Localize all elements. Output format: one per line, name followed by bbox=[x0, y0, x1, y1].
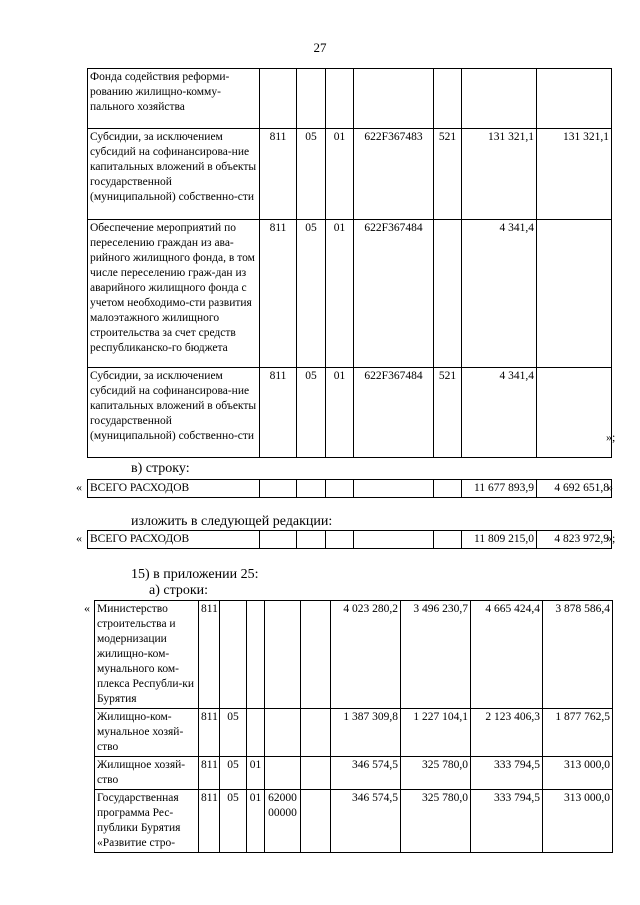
subsection-code: 01 bbox=[326, 368, 354, 458]
open-quote-new: « bbox=[76, 531, 82, 545]
sum-3: 4 665 424,4 bbox=[471, 601, 543, 709]
dept-code: 811 bbox=[260, 368, 297, 458]
dept-code: 811 bbox=[260, 129, 297, 220]
total-sum-1: 11 677 893,9 bbox=[462, 480, 537, 498]
target-article-code bbox=[354, 69, 434, 129]
total-row-old bbox=[87, 479, 612, 498]
row-name: Государственная программа Рес-публики Бурятия «Развитие стро- bbox=[95, 790, 199, 853]
target-article-code: 622F367483 bbox=[354, 129, 434, 220]
sum-1: 1 387 309,8 bbox=[331, 709, 401, 757]
dept-code bbox=[260, 69, 297, 129]
section-code: 05 bbox=[297, 129, 326, 220]
section-code: 05 bbox=[220, 790, 247, 853]
close-quote-new: »; bbox=[606, 531, 616, 545]
subsection-code bbox=[247, 709, 265, 757]
sum-1: 346 574,5 bbox=[331, 757, 401, 790]
sum-1 bbox=[462, 69, 537, 129]
total-row-new bbox=[87, 530, 612, 549]
total-label: ВСЕГО РАСХОДОВ bbox=[88, 480, 260, 498]
closing-quote: »; bbox=[606, 430, 616, 444]
sum-3: 2 123 406,3 bbox=[471, 709, 543, 757]
sum-3: 333 794,5 bbox=[471, 757, 543, 790]
table-row bbox=[88, 220, 612, 368]
expenditure-table-continued bbox=[87, 68, 612, 458]
sum-2 bbox=[537, 220, 612, 368]
section-code: 05 bbox=[220, 757, 247, 790]
expense-type-code bbox=[434, 69, 462, 129]
close-quote-old: » bbox=[607, 480, 613, 494]
subpoint-a: а) строки: bbox=[149, 583, 209, 598]
subsection-code: 01 bbox=[326, 220, 354, 368]
table-row bbox=[88, 129, 612, 220]
dept-code: 811 bbox=[199, 601, 220, 709]
table-row bbox=[88, 69, 612, 129]
sum-1: 346 574,5 bbox=[331, 790, 401, 853]
dept-code: 811 bbox=[260, 220, 297, 368]
row-name: Фонда содействия реформи-рованию жилищно-комму-пального хозяйства bbox=[88, 69, 260, 129]
dept-code: 811 bbox=[199, 709, 220, 757]
section-code: 05 bbox=[297, 220, 326, 368]
replace-instruction: изложить в следующей редакции: bbox=[131, 514, 333, 529]
subsection-code bbox=[247, 601, 265, 709]
subsection-code: 01 bbox=[247, 790, 265, 853]
section-code: 05 bbox=[297, 368, 326, 458]
section-code: 05 bbox=[220, 709, 247, 757]
row-name: Субсидии, за исключением субсидий на софинансирова-ние капитальных вложений в объекты государственной (муниципальной) собственно-сти bbox=[88, 368, 260, 458]
target-article-code: 622F367484 bbox=[354, 368, 434, 458]
table-row bbox=[95, 601, 613, 709]
subsection-code: 01 bbox=[247, 757, 265, 790]
row-name: Жилищно-ком-мунальное хозяй-ство bbox=[95, 709, 199, 757]
sum-2 bbox=[537, 368, 612, 458]
target-article-code: 622F367484 bbox=[354, 220, 434, 368]
total-sum-2: 4 823 972,9 bbox=[537, 531, 612, 549]
table-row bbox=[95, 790, 613, 853]
sum-2: 325 780,0 bbox=[401, 757, 471, 790]
sum-2 bbox=[537, 69, 612, 129]
item-15: 15) в приложении 25: bbox=[131, 567, 259, 582]
subsection-code: 01 bbox=[326, 129, 354, 220]
section-code bbox=[220, 601, 247, 709]
table-row bbox=[88, 368, 612, 458]
sum-4: 3 878 586,4 bbox=[543, 601, 613, 709]
open-quote-table2: « bbox=[84, 601, 90, 615]
expense-type-code bbox=[301, 709, 331, 757]
expense-type-code bbox=[301, 601, 331, 709]
sum-4: 313 000,0 bbox=[543, 757, 613, 790]
expense-type-code bbox=[434, 220, 462, 368]
sum-1: 4 023 280,2 bbox=[331, 601, 401, 709]
sum-4: 313 000,0 bbox=[543, 790, 613, 853]
sum-2: 3 496 230,7 bbox=[401, 601, 471, 709]
expense-type-code: 521 bbox=[434, 368, 462, 458]
page-number: 27 bbox=[313, 40, 327, 55]
target-article-code bbox=[265, 757, 301, 790]
row-name: Субсидии, за исключением субсидий на софинансирова-ние капитальных вложений в объекты государственной (муниципальной) собственно-сти bbox=[88, 129, 260, 220]
total-sum-2: 4 692 651,8 bbox=[537, 480, 612, 498]
subpoint-v: в) строку: bbox=[131, 461, 190, 476]
sum-1: 131 321,1 bbox=[462, 129, 537, 220]
appendix-25-table bbox=[94, 600, 613, 853]
sum-1: 4 341,4 bbox=[462, 220, 537, 368]
subsection-code bbox=[326, 69, 354, 129]
sum-2: 1 227 104,1 bbox=[401, 709, 471, 757]
open-quote-old: « bbox=[76, 480, 82, 494]
total-sum-1: 11 809 215,0 bbox=[462, 531, 537, 549]
target-article-code bbox=[265, 601, 301, 709]
target-article-code bbox=[265, 709, 301, 757]
dept-code: 811 bbox=[199, 790, 220, 853]
target-article-code: 62000 00000 bbox=[265, 790, 301, 853]
expense-type-code bbox=[301, 757, 331, 790]
sum-2: 325 780,0 bbox=[401, 790, 471, 853]
table-row bbox=[95, 709, 613, 757]
sum-3: 333 794,5 bbox=[471, 790, 543, 853]
sum-2: 131 321,1 bbox=[537, 129, 612, 220]
row-name: Обеспечение мероприятий по переселению граждан из ава-рийного жилищного фонда, в том числе переселению граж-дан из аварийного жилищного фонда с учетом необходимо-сти развития малоэтажного жилищного строительства за счет средств республиканско-го бюджета bbox=[88, 220, 260, 368]
row-name: Министерство строительства и модернизации жилищно-ком-мунального ком-плекса Республи-ки Бурятия bbox=[95, 601, 199, 709]
sum-1: 4 341,4 bbox=[462, 368, 537, 458]
section-code bbox=[297, 69, 326, 129]
table-row bbox=[95, 757, 613, 790]
row-name: Жилищное хозяй-ство bbox=[95, 757, 199, 790]
total-label: ВСЕГО РАСХОДОВ bbox=[88, 531, 260, 549]
dept-code: 811 bbox=[199, 757, 220, 790]
expense-type-code: 521 bbox=[434, 129, 462, 220]
sum-4: 1 877 762,5 bbox=[543, 709, 613, 757]
expense-type-code bbox=[301, 790, 331, 853]
